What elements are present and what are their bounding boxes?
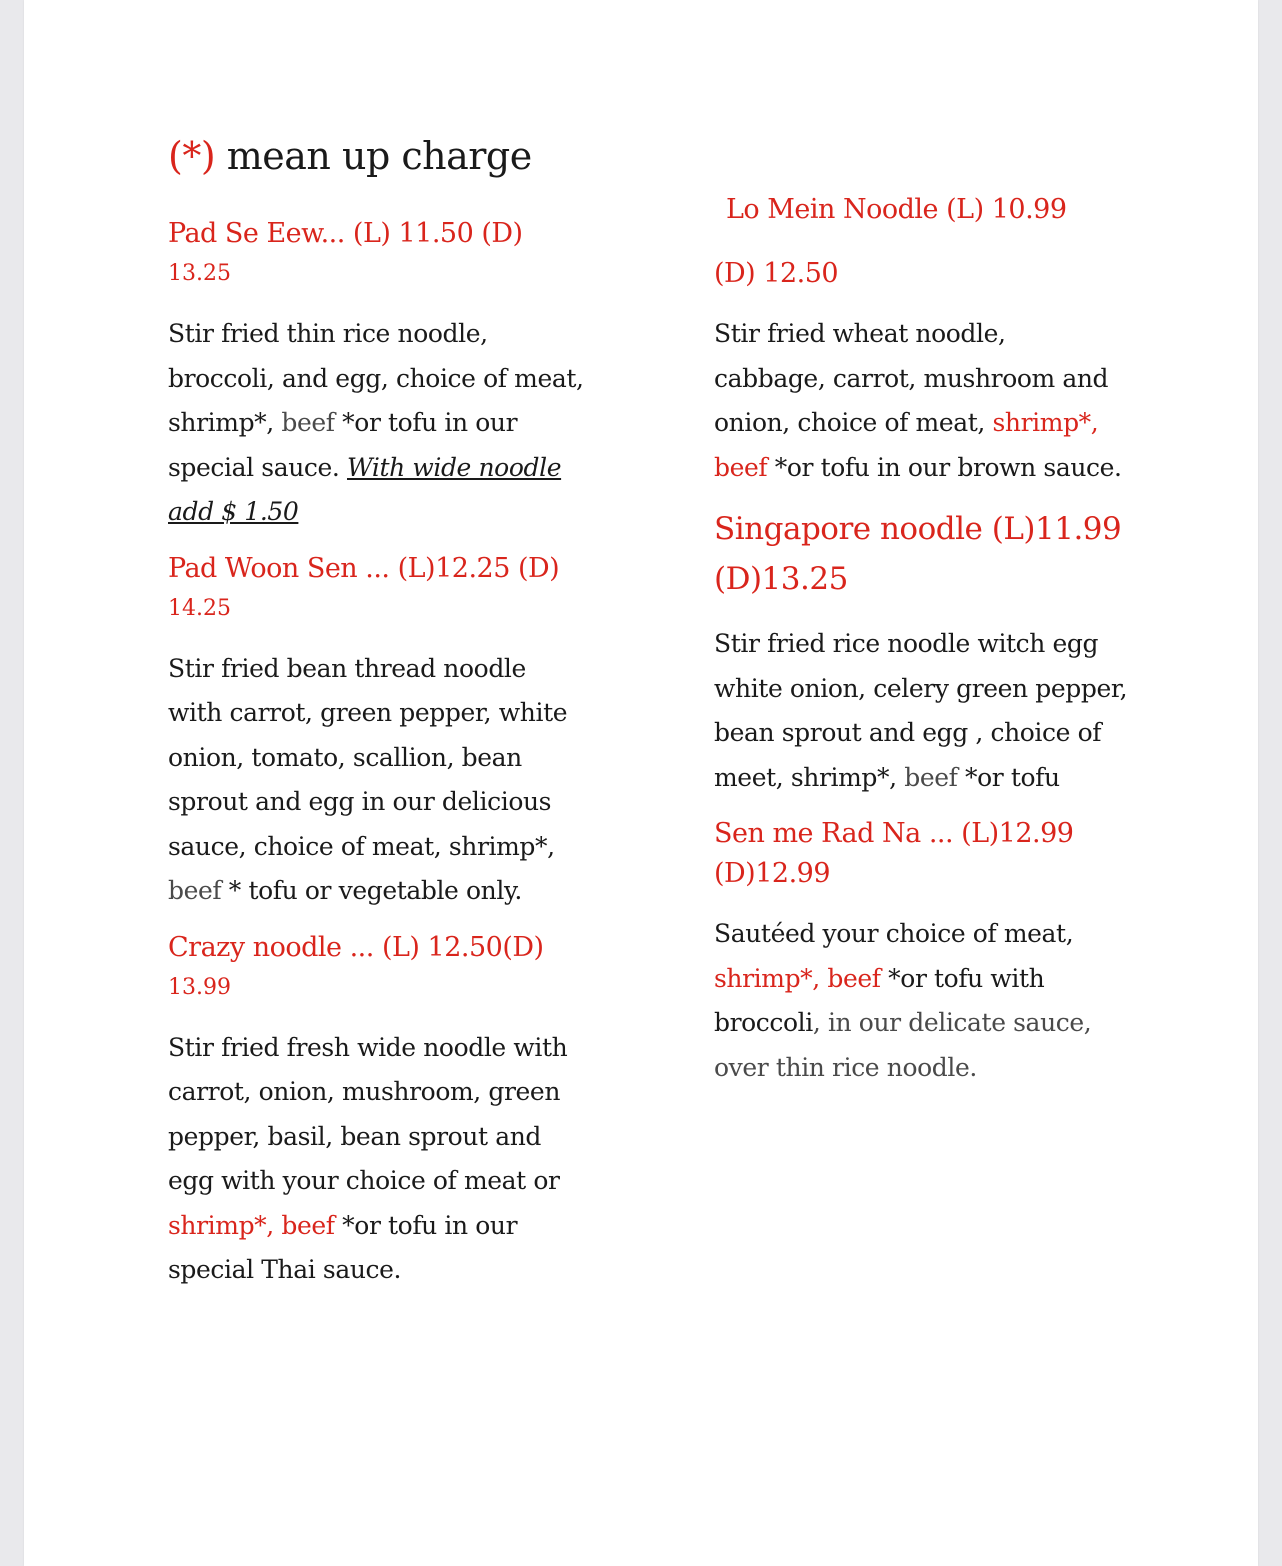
menu-item-pad-woon-sen [168, 549, 588, 914]
description-line: Stir fried wheat noodle, [714, 319, 1006, 348]
item-name: Pad Se Eew... [168, 218, 345, 249]
item-title [714, 814, 1134, 854]
description-line [714, 1001, 1134, 1046]
item-description [168, 312, 588, 535]
text-fragment: *or tofu with [880, 963, 1045, 993]
description-line [168, 446, 588, 491]
upcharge-mark: (*) [168, 134, 216, 178]
description-line: broccoli, and egg, choice of meat, [168, 363, 584, 393]
text-fragment: beef [168, 876, 222, 905]
text-fragment: special sauce. [168, 452, 347, 482]
item-price-dinner: 13.25 [168, 261, 231, 286]
description-line [714, 957, 1134, 1002]
menu-item-lo-mein [714, 190, 1134, 490]
menu-column-left [168, 214, 588, 1307]
description-line: bean sprout and egg , choice of [714, 718, 1102, 747]
text-fragment: shrimp*, beef [168, 1210, 335, 1240]
menu-column-right [714, 190, 1134, 1104]
description-line [714, 446, 1134, 491]
description-line: over thin rice noodle. [714, 1052, 977, 1082]
description-line: Stir fried thin rice noodle, [168, 319, 488, 348]
item-name: Sen me Rad Na ... [714, 818, 954, 849]
item-title [168, 214, 588, 254]
item-price-dinner: (D)13.25 [714, 561, 848, 597]
item-price-lunch-dinner: (L) 11.50 (D) [344, 218, 523, 249]
menu-item-pad-se-eew [168, 214, 588, 535]
item-title [168, 549, 588, 589]
item-price-dinner: 13.99 [168, 974, 231, 1000]
item-name: Singapore noodle [714, 511, 983, 547]
item-price-dinner: (D) 12.50 [714, 258, 839, 289]
item-description [714, 312, 1134, 490]
text-fragment: beef [714, 452, 768, 482]
item-description [168, 647, 588, 914]
text-fragment: shrimp*, [168, 408, 282, 437]
wide-noodle-note: With wide noodle [347, 452, 562, 482]
wide-noodle-price: add $ 1.50 [168, 497, 299, 526]
text-fragment: beef [904, 762, 958, 792]
text-fragment: *or tofu in our [334, 408, 518, 437]
item-title [714, 504, 1134, 554]
item-name: Crazy noodle ... [168, 931, 374, 963]
menu-item-crazy-noodle [168, 928, 588, 1293]
description-line: Sautéed your choice of meat, [714, 919, 1074, 948]
item-price-dinner: 14.25 [168, 595, 231, 621]
text-fragment: broccoli [714, 1008, 813, 1037]
text-fragment: shrimp*, beef [714, 963, 881, 993]
description-line: sauce, choice of meat, shrimp*, [168, 831, 555, 861]
text-fragment: , in our delicate sauce, [812, 1008, 1092, 1037]
description-line: carrot, onion, mushroom, green [168, 1077, 561, 1106]
upcharge-note [168, 134, 532, 178]
text-fragment: onion, choice of meat, [714, 408, 993, 437]
menu-item-singapore-noodle [714, 504, 1134, 800]
item-title [714, 190, 1134, 230]
item-price-lunch-dinner: (L)12.25 (D) [389, 552, 560, 584]
item-name: Lo Mein Noodle [726, 194, 939, 225]
item-description [714, 912, 1134, 1090]
item-price-lunch: (L) 10.99 [938, 194, 1067, 225]
description-line: pepper, basil, bean sprout and [168, 1121, 542, 1151]
description-line [168, 869, 588, 914]
description-line [714, 401, 1134, 446]
description-line: white onion, celery green pepper, [714, 673, 1128, 703]
description-line: egg with your choice of meat or [168, 1166, 560, 1195]
text-fragment: *or tofu in our [334, 1210, 518, 1240]
text-fragment: shrimp*, [992, 408, 1099, 437]
description-line: Stir fried fresh wide noodle with [168, 1032, 568, 1062]
item-description [168, 1026, 588, 1293]
description-line: sprout and egg in our delicious [168, 787, 552, 816]
text-fragment: beef [281, 408, 335, 437]
description-line [168, 1204, 588, 1249]
item-price-lunch: (L)11.99 [982, 511, 1122, 547]
item-price-dinner: (D)12.99 [714, 858, 831, 889]
item-price-lunch-dinner: (L) 12.50(D) [373, 931, 544, 963]
menu-page [24, 0, 1258, 1566]
item-name: Pad Woon Sen ... [168, 552, 390, 584]
text-fragment: *or tofu in our brown sauce. [767, 452, 1122, 482]
description-line: Stir fried rice noodle witch egg [714, 629, 1099, 658]
description-line [168, 401, 588, 446]
item-price-lunch: (L)12.99 [953, 818, 1074, 849]
description-line: with carrot, green pepper, white [168, 698, 568, 727]
description-line [714, 756, 1134, 801]
item-description [714, 622, 1134, 800]
text-fragment: *or tofu [957, 762, 1060, 792]
item-title [168, 928, 588, 968]
menu-item-sen-me-rad-na [714, 814, 1134, 1090]
text-fragment: meet, shrimp*, [714, 762, 905, 792]
description-line: special Thai sauce. [168, 1255, 402, 1284]
text-fragment: * tofu or vegetable only. [221, 876, 522, 905]
description-line: Stir fried bean thread noodle [168, 653, 526, 683]
description-line: onion, tomato, scallion, bean [168, 742, 522, 772]
upcharge-text: mean up charge [215, 134, 532, 178]
description-line: cabbage, carrot, mushroom and [714, 363, 1109, 393]
